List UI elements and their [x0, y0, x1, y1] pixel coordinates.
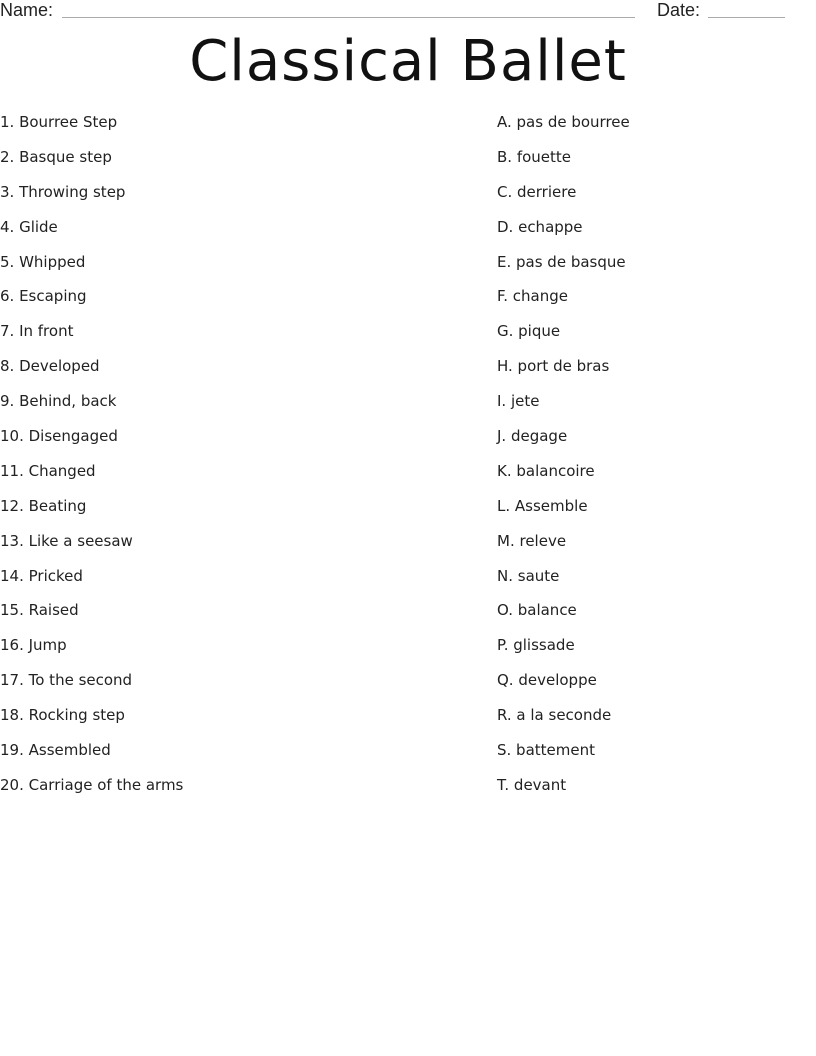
page-title: Classical Ballet: [189, 29, 627, 94]
term-item: 17. To the second: [0, 671, 133, 690]
term-item: 10. Disengaged: [0, 427, 118, 446]
terms-list: [0, 110, 480, 808]
answers-list: [497, 110, 797, 808]
answer-item: S. battement: [497, 741, 595, 760]
term-item: 4. Glide: [0, 217, 58, 236]
term-item: 2. Basque step: [0, 147, 112, 166]
answer-item: T. devant: [497, 775, 567, 794]
term-item: 18. Rocking step: [0, 706, 125, 725]
term-item: 19. Assembled: [0, 741, 111, 760]
answer-item: H. port de bras: [497, 357, 610, 376]
answer-item: F. change: [497, 287, 568, 306]
answer-item: J. degage: [497, 427, 568, 446]
date-label: Date:: [657, 0, 701, 20]
worksheet-header: [0, 0, 816, 24]
answer-item: G. pique: [497, 322, 561, 341]
term-item: 15. Raised: [0, 601, 79, 620]
term-item: 12. Beating: [0, 496, 87, 515]
answer-item: Q. developpe: [497, 671, 597, 690]
term-item: 11. Changed: [0, 461, 96, 480]
answer-item: K. balancoire: [497, 461, 595, 480]
term-item: 7. In front: [0, 322, 74, 341]
term-item: 14. Pricked: [0, 566, 83, 585]
answer-item: L. Assemble: [497, 496, 588, 515]
answer-item: N. saute: [497, 566, 560, 585]
answer-item: O. balance: [497, 601, 577, 620]
date-field-line[interactable]: [708, 17, 785, 18]
term-item: 8. Developed: [0, 357, 100, 376]
answer-item: A. pas de bourree: [497, 113, 630, 131]
answer-item: E. pas de basque: [497, 252, 626, 271]
term-item: 9. Behind, back: [0, 392, 117, 411]
answer-item: P. glissade: [497, 636, 575, 655]
term-item: 1. Bourree Step: [0, 113, 118, 131]
answer-item: B. fouette: [497, 147, 572, 166]
term-item: 20. Carriage of the arms: [0, 775, 184, 794]
term-item: 5. Whipped: [0, 252, 86, 271]
term-item: 16. Jump: [0, 636, 67, 655]
term-item: 3. Throwing step: [0, 182, 126, 201]
answer-item: R. a la seconde: [497, 706, 612, 725]
name-label: Name:: [0, 0, 54, 20]
answer-item: M. releve: [497, 531, 567, 550]
answer-item: D. echappe: [497, 217, 583, 236]
name-field-line[interactable]: [62, 17, 635, 18]
answer-item: I. jete: [497, 392, 540, 411]
term-item: 6. Escaping: [0, 287, 87, 306]
answer-item: C. derriere: [497, 182, 577, 201]
term-item: 13. Like a seesaw: [0, 531, 133, 550]
